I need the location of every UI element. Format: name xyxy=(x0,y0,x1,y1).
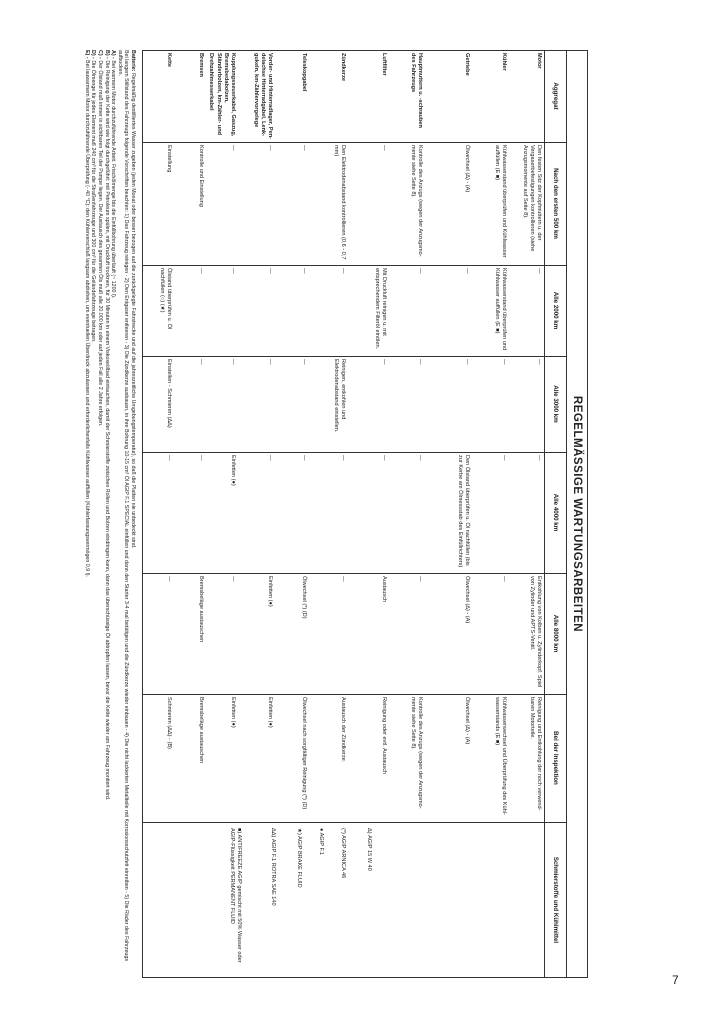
column-divider xyxy=(142,822,566,823)
note-text: Der Ölstand muß immer in sichtbaren Teil der Pumpe liegen. Der Austausch des gesamten Öls muß alle 20.000 km oder auf jeden Fall alle 2 Jahre erfolgen. xyxy=(97,60,104,427)
note-item xyxy=(83,50,90,978)
note-text: Bei warmem Motor durchzuführende Arbeit. Frischölmenge bis die Einfüllbohrung überläuft (~ 1200 l). xyxy=(110,60,117,299)
note-item xyxy=(129,50,136,978)
table-cell: — xyxy=(417,576,423,582)
page-number: 7 xyxy=(672,973,679,987)
header-500km: Nach den ersten 500 km xyxy=(544,142,566,265)
table-cell: Reinigung und Entkohlung der noch verwendbaren Motorteile. xyxy=(528,697,542,811)
table-cell: Kontrolle und Einstellung xyxy=(198,145,204,207)
table-cell: — xyxy=(501,359,507,365)
table-cell: Kontrolle des Anzugs (wegen der Anzugsmomente siehe Seite 8). xyxy=(409,145,423,257)
header-3000km: Alle 3000 km xyxy=(544,356,566,452)
table-cell: Den festen Sitz der Kopfmuttern u. der Vergaserbefestigungen kontrollieren (siehe Anzugsmomente auf Seite 8). xyxy=(521,145,542,252)
header-aggregat: Aggregat xyxy=(544,50,566,142)
table-cell: — xyxy=(340,576,346,582)
note-text: Die Reinigung der Kette wird wie folgt durchgeführt: mit Petroleum spülen, mit Druckluft trocknen, für 30 Minuten in einem Viskoseölbad eintauchen, damit der Schmierstoffe zwischen Rollen und Bolzen eindringen kann, dann das überschüssige Öl abtropfen lassen, bevor die Kette wieder am Fahrzeug montiert wird. xyxy=(103,60,110,801)
table-cell: — xyxy=(417,268,423,274)
table-cell: — xyxy=(267,145,273,151)
table-cell: — xyxy=(267,455,273,461)
table-cell: — xyxy=(340,455,346,461)
rotated-document xyxy=(0,50,588,978)
note-label: A) - xyxy=(110,50,117,59)
page-title: REGELMÄSSIGE WARTUNGSARBEITEN xyxy=(566,50,588,978)
row-aggregat: Kette xyxy=(166,53,172,67)
table-cell: Einfetten (●) xyxy=(267,697,273,728)
notes-section xyxy=(83,50,136,978)
note-item xyxy=(116,50,129,978)
table-cell: — xyxy=(340,268,346,274)
table-cell: — xyxy=(230,359,236,365)
note-label: E) - xyxy=(83,50,90,59)
note-text: Bei lauwarmem Motor durchzuführende Überprüfung (- 40 °C): den Kühlerverschluß langsam abdrehen, um eventuellen Überdruck abzulassen und erforderlichenfalls Kühlwasser auffüllen (Kühlerfassungsvermögen 0,9 l). xyxy=(83,60,90,578)
note-item xyxy=(110,50,117,978)
table-cell: — xyxy=(417,359,423,365)
table-cell: Ölwechsel nach sorgfältiger Reinigung (*) (D) xyxy=(301,697,307,810)
table-cell: Bremsbeläge austauschen xyxy=(198,576,204,643)
table-cell: — xyxy=(166,576,172,582)
table-cell: Einstellen - Schmieren (ΔΔ) xyxy=(166,359,172,428)
row-aggregat: Motor xyxy=(536,53,542,69)
table-cell: Ölwechsel (Δ) - (A) xyxy=(464,576,470,624)
row-aggregat: Vorder- und Hinterradlager, Pendelachse Hinterradgabel, Lenkgukeln, km-Zählervorgelege xyxy=(252,53,273,140)
table-cell: — xyxy=(301,455,307,461)
lubricant-item: ● AGIP F.1 xyxy=(318,828,324,855)
table-cell: Mit Druckluft reinigen u. mit entsprechendem Filteröl einölen. xyxy=(373,268,387,350)
header-8000km: Alle 8000 km xyxy=(544,573,566,694)
lubricant-item: (*) AGIP ARNICA 46 xyxy=(340,828,346,879)
table-cell: — xyxy=(381,145,387,151)
table-cell: — xyxy=(198,455,204,461)
note-text: Die Ölmenge für jedes Element muß 240 cm³ für die Straßenfahrzeuge und 300 cm³ für die Geländefahrzeuge betragen. xyxy=(90,60,97,343)
table-cell: — xyxy=(198,359,204,365)
table-cell: Den Ölstand überprüfen u. Öl nachfüllen (bis zur Kerbe am Ölmessstab des Einfüllrichters) xyxy=(456,455,470,568)
header-4000km: Alle 4000 km xyxy=(544,452,566,573)
lubricant-item: ΔΔ) AGIP F.1 ROTRA SAE 140 xyxy=(270,828,276,906)
lubricant-item: ■) ANTIFREEZE AGIP gemischt mit 50% Wasser oder AGIP-Flüssigkeit PERMANENT FLUID xyxy=(228,828,242,963)
lubricant-item: ★) AGIP BRAKE FLUID xyxy=(296,828,302,888)
table-cell: Einstellung xyxy=(166,145,172,173)
table-cell: — xyxy=(536,268,542,274)
table-cell: — xyxy=(267,359,273,365)
note-item xyxy=(103,50,110,978)
table-cell: Einfetten (●) xyxy=(267,576,273,607)
header-schmierstoffe: Schmierstoffe und Kühlmittel xyxy=(544,822,566,978)
note-text: Regelmäßig destilliertes Wasser zugeben (jeden Monat oder besser bezogen auf die zurückgelegte Fahrstrecke und auf die jahreszeitliche Umgebungstemperatur), so daß die Platten nie unbedeckt sind. xyxy=(130,72,136,549)
table-cell: — xyxy=(501,576,507,582)
table-cell: Reinigung oder evtl. Austausch xyxy=(381,697,387,775)
table-cell: Schmieren (ΔΔ) - (B) xyxy=(166,697,172,749)
note-text: Bei langem Stillstand des Fahrzeugs folgende Vorschriften beachten: 1) Das Fahrzeug reinigen - 2) Den Entgaser entleeren - 3) Die Zündkerze ausbauen, in ihre Bohrung 10-15 cm³ Öl AGIP F.1 SPECIAL einfüllen und dann den Starter 3-4 mal betätigen und die Zündkerze wieder einbauen - 4) Die nicht lackierten Metallteile mit Korrosionsschutzfett einreiben - 5) Die Räder des Fahrzeugs aufbocken. xyxy=(116,50,130,961)
row-aggregat: Bremsen xyxy=(198,53,204,77)
row-aggregat: Zündkerze xyxy=(340,53,346,81)
header-inspektion: Bei der Inspektion xyxy=(544,694,566,822)
table-cell: Austausch xyxy=(381,576,387,603)
table-cell: Bremsbeläge austauschen xyxy=(198,697,204,764)
note-label: B) - xyxy=(103,50,110,59)
table-cell: Kontrolle des Anzugs (wegen der Anzugsmomente siehe Seite 8). xyxy=(409,697,423,809)
table-cell: — xyxy=(166,455,172,461)
note-label: C) - xyxy=(97,50,104,59)
table-cell: Ölstand überprüfen u. Öl nachfüllen (○) (★) xyxy=(158,268,172,330)
lubricant-item: Δ) AGIP 15 W 40 xyxy=(366,828,372,871)
row-aggregat: Luftfilter xyxy=(381,53,387,76)
table-cell: Ölwechsel (Δ) - (A) xyxy=(464,697,470,745)
table-cell: — xyxy=(301,268,307,274)
row-aggregat: Teleskopgabel xyxy=(301,53,307,92)
table-cell: — xyxy=(501,455,507,461)
table-cell: — xyxy=(381,359,387,365)
table-cell: — xyxy=(230,576,236,582)
table-cell: Austausch der Zündkerze. xyxy=(340,697,346,763)
table-cell: Kühlwasserstand überprüfen und Kühlwasser auffüllen (E ■) xyxy=(493,145,507,258)
table-cell: — xyxy=(198,268,204,274)
table-cell: — xyxy=(267,268,273,274)
table-cell: — xyxy=(381,455,387,461)
table-cell: Kühlwasserwechsel und Überprüfung des Kühlwasserstands (E ■) xyxy=(493,697,507,815)
table-cell: — xyxy=(301,359,307,365)
table-cell: — xyxy=(536,359,542,365)
row-aggregat: Kupplungsseuerkabel, Gaszug, Bremsbedabolzen, Ständerbolzen, km-Zähler- und Drehzahlmesserkabel xyxy=(208,53,236,137)
row-aggregat: Getriebe xyxy=(464,53,470,76)
table-cell: Reinigen, entkohlen und Elektrodenabstand einstellen. xyxy=(332,359,346,433)
table-cell: — xyxy=(230,268,236,274)
table-cell: — xyxy=(301,145,307,151)
table-cell: Ölwechsel (Δ) - (A) xyxy=(464,145,470,193)
table-cell: Einfetten (●) xyxy=(230,455,236,486)
table-cell: — xyxy=(417,455,423,461)
note-item xyxy=(96,50,103,978)
note-item xyxy=(90,50,97,978)
row-aggregat: Kühler xyxy=(501,53,507,71)
header-2000km: Alle 2000 km xyxy=(544,265,566,356)
note-label: D) - xyxy=(90,50,97,59)
table-cell: — xyxy=(464,268,470,274)
table-cell: — xyxy=(464,359,470,365)
table-cell: Ölwechsel (*) (D) xyxy=(301,576,307,619)
row-aggregat: Hauptmuttern u. -schrauben des Fahrzeugs xyxy=(409,53,423,128)
table-cell: — xyxy=(536,455,542,461)
table-cell: Kühlwasserstand überprüfen und Kühlwasser auffüllen (E ■) xyxy=(493,268,507,351)
table-cell: — xyxy=(230,145,236,151)
note-label: Batterie: xyxy=(130,50,136,72)
table-cell: Entkohlung von Kolben u. Zylinderkopf. Spiel von Zylinder und APTS-Ventil. xyxy=(528,576,542,688)
table-cell: Den Elektrodenabstand kontrollieren (0,6 - 0,7 mm) xyxy=(332,145,346,260)
table-cell: Einfetten (●) xyxy=(230,697,236,728)
